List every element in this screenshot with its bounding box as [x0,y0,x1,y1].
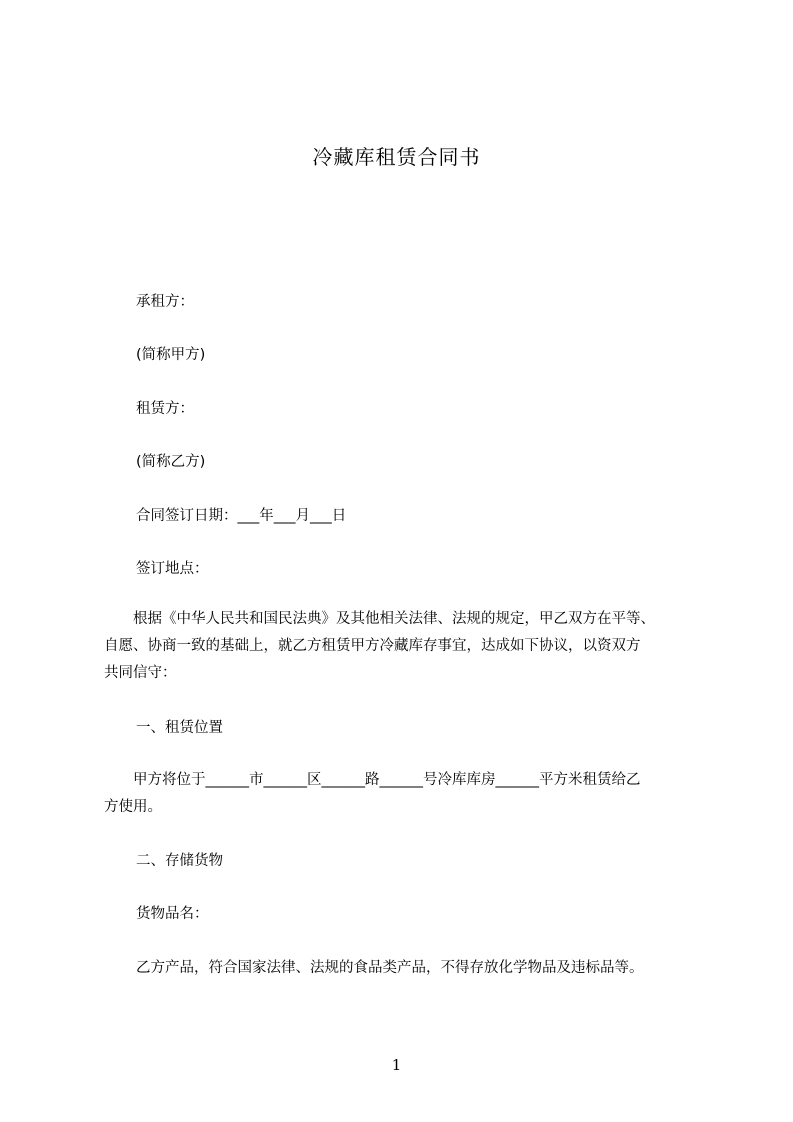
section-heading: 一、租赁位置 [136,720,223,736]
lessee-label: 承租方： [136,294,194,310]
preamble-paragraph [133,606,753,633]
goods-description: 乙方产品，符合国家法律、法规的食品类产品，不得存放化学物品及违标品等。 [136,960,644,976]
preamble-line: 共同信守： [104,665,177,681]
section1-line: 方使用。 [104,799,162,815]
lessor-label: 租赁方： [136,401,194,417]
section1-line: 甲方将位于______市______区______路______号冷库库房______平方米租赁给乙 [133,772,641,788]
preamble-line: 根据《中华人民共和国民法典》及其他相关法律、法规的规定，甲乙双方在平等、 [133,611,655,627]
preamble-paragraph-cont [104,633,724,687]
section-heading: 二、存储货物 [136,853,223,869]
lessee-abbreviation: (简称甲方) [136,347,206,363]
document-title: 冷藏库租赁合同书 [312,145,481,169]
goods-name-label: 货物品名： [136,906,209,922]
page-number: 1 [391,1056,402,1074]
lessor-abbreviation: (简称乙方) [136,454,206,470]
preamble-line: 自愿、协商一致的基础上，就乙方租赁甲方冷藏库存事宜，达成如下协议，以资双方 [104,638,641,654]
signing-place: 签订地点： [136,561,209,577]
signing-date: 合同签订日期：___年___月___日 [136,508,347,524]
section1-paragraph-cont [104,794,724,821]
section1-paragraph [133,767,753,794]
